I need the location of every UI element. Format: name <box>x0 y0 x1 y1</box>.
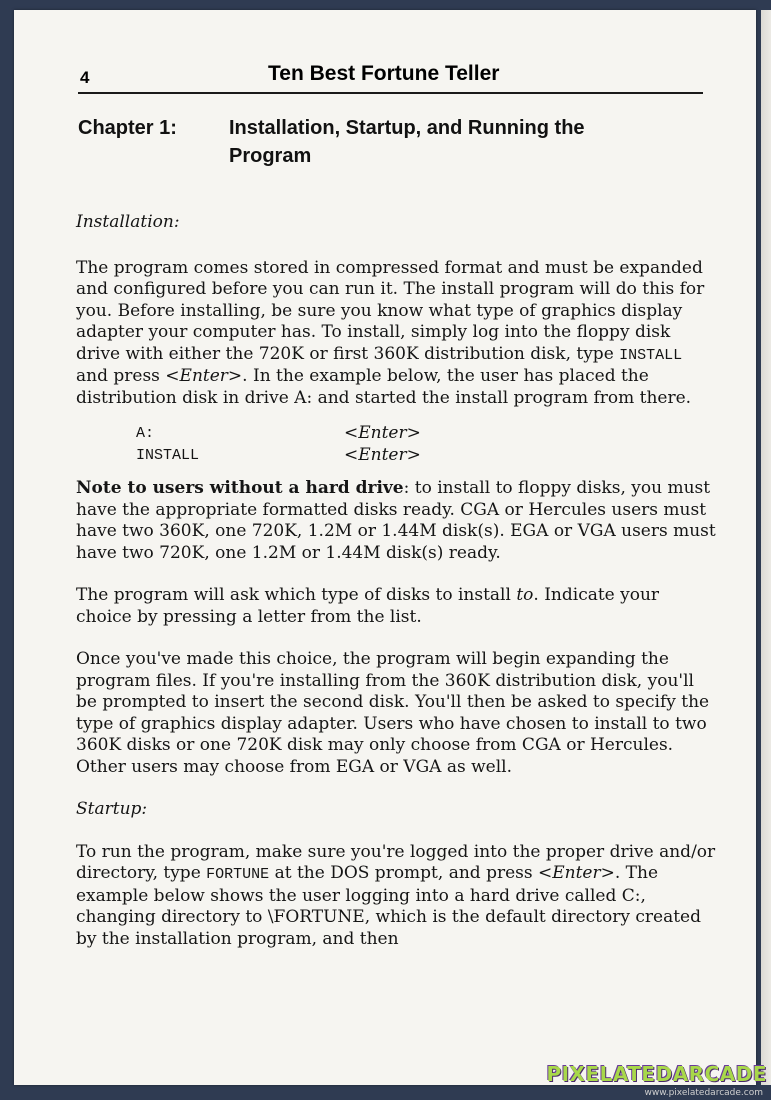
page-number: 4 <box>80 68 90 87</box>
command-text: A: <box>136 425 155 442</box>
running-title: Ten Best Fortune Teller <box>268 62 500 85</box>
command-example-row <box>76 423 716 445</box>
body-text <box>76 212 716 950</box>
note-label: Note to users without a hard drive <box>76 478 404 498</box>
page-edge <box>761 10 771 1085</box>
startup-heading: Startup: <box>76 799 148 819</box>
manual-page <box>14 10 756 1085</box>
hard-drive-note: Note to users without a hard drive: to install to floppy disks, you must have the appropriate formatted disks ready. CGA or Hercules users must have two 360K, one 720K, 1.2M or 1.44M disk(s). EGA or VGA users must have two 720K, one 1.2M or 1.44M disk(s) ready. <box>76 478 716 563</box>
fortune-command: FORTUNE <box>206 866 270 883</box>
command-key: <Enter> <box>344 444 421 465</box>
installation-heading: Installation: <box>76 212 180 232</box>
command-key: <Enter> <box>344 423 421 443</box>
installation-paragraph: The program comes stored in compressed format and must be expanded and configured before you can run it. The install program will do this for you. Before installing, be sure you know what type of graphics display adapter your computer has. To install, simply log into the floppy disk drive with either the 720K or first 360K distribution disk, type INSTALL and press <Enter>. In the example below, the user has placed the distribution disk in drive A: and started the install program from there. <box>76 257 705 408</box>
disk-type-paragraph: The program will ask which type of disks to install to. Indicate your choice by pressing a letter from the list. <box>76 585 660 627</box>
page-header <box>78 62 703 94</box>
enter-key: <Enter> <box>537 863 615 883</box>
chapter-title: Installation, Startup, and Running the Program <box>229 117 585 167</box>
watermark-logo: PIXELATEDARCADE <box>546 1062 767 1086</box>
watermark-url: www.pixelatedarcade.com <box>644 1088 763 1098</box>
command-text: INSTALL <box>136 446 200 464</box>
expanding-paragraph: Once you've made this choice, the program will begin expanding the program files. If you're installing from the 360K distribution disk, you'll be prompted to insert the second disk. You'll then be asked to specify the type of graphics display adapter. Users who have chosen to install to two 360K disks or one 720K disk may only choose from CGA or Hercules. Other users may choose from EGA or VGA as well. <box>76 649 710 777</box>
startup-paragraph: To run the program, make sure you're logged into the proper drive and/or directory, type FORTUNE at the DOS prompt, and press <Enter>. The example below shows the user logging into a hard drive called C:, changing directory to \FORTUNE, which is the default directory created by the installation program, and then <box>76 841 716 949</box>
command-example-row <box>76 445 716 467</box>
chapter-label: Chapter 1: <box>78 117 177 139</box>
enter-key: <Enter> <box>165 366 243 386</box>
install-command: INSTALL <box>619 346 683 364</box>
